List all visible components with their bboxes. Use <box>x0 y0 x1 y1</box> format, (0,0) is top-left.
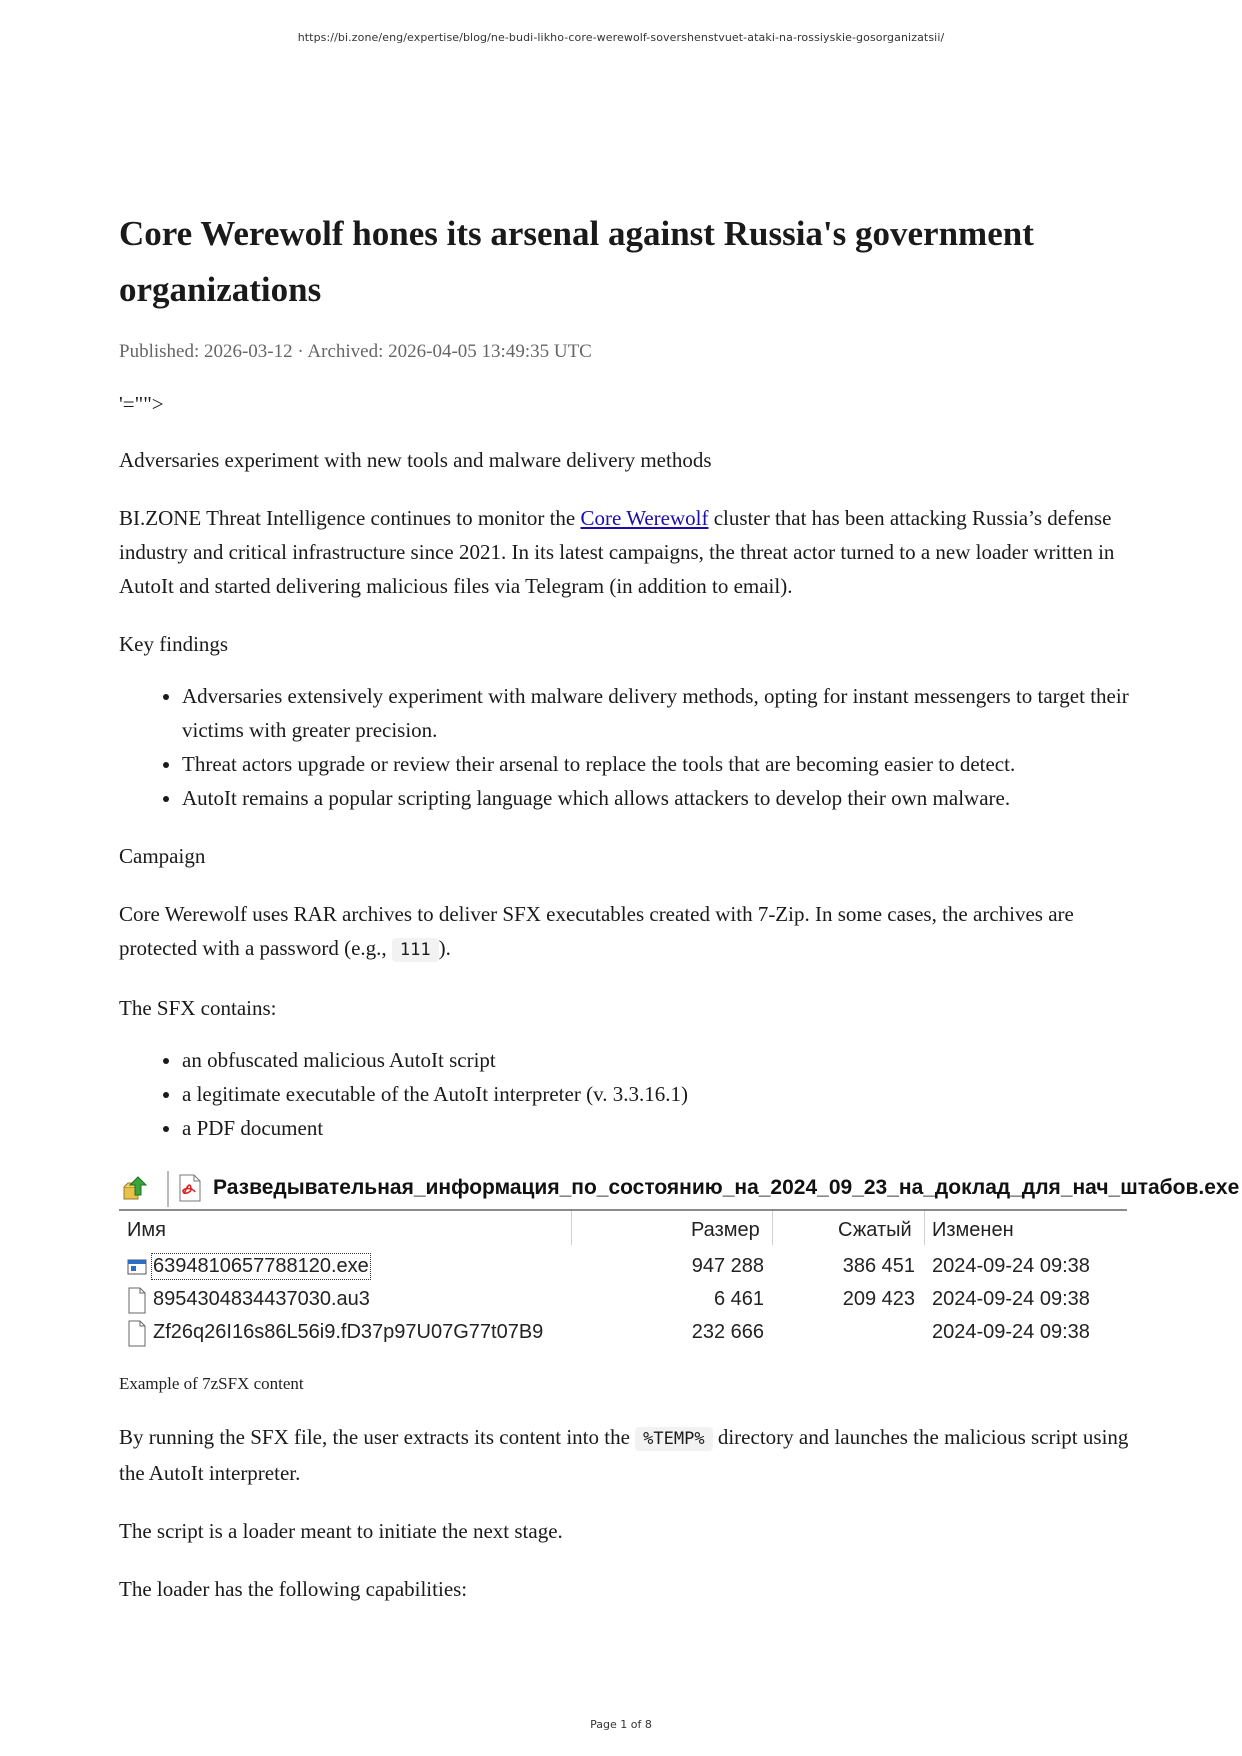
sfx-contains-heading: The SFX contains: <box>119 996 277 1020</box>
list-item: • AutoIt remains a popular scripting language which allows attackers to develop their own malware. <box>182 781 1129 815</box>
article-subtitle: Adversaries experiment with new tools and malware delivery methods <box>119 448 712 472</box>
campaign-text-after: ). <box>438 936 451 960</box>
exe-icon <box>127 1254 147 1281</box>
sfx-contents-list <box>119 1043 1129 1145</box>
file-size: 6 461 <box>713 1288 764 1310</box>
list-item: • a legitimate executable of the AutoIt interpreter (v. 3.3.16.1) <box>182 1077 1129 1111</box>
list-item: • a PDF document <box>182 1111 1129 1145</box>
file-packed-size: 209 423 <box>842 1288 915 1310</box>
file-modified: 2024-09-24 09:38 <box>932 1288 1090 1310</box>
list-item: • an obfuscated malicious AutoIt script <box>182 1043 1129 1077</box>
file-size: 232 666 <box>691 1321 764 1343</box>
key-findings-list <box>119 679 1129 815</box>
file-icon <box>127 1287 147 1314</box>
column-header-name[interactable]: Имя <box>127 1219 166 1241</box>
column-divider <box>772 1211 773 1245</box>
column-header-size[interactable]: Размер <box>691 1219 760 1241</box>
core-werewolf-link[interactable]: Core Werewolf <box>580 506 709 530</box>
sfx-content-screenshot <box>119 1169 1240 1354</box>
running-paragraph <box>119 1420 1129 1490</box>
table-row[interactable] <box>119 1251 1127 1284</box>
column-divider <box>571 1211 572 1245</box>
loader-paragraph: The script is a loader meant to initiate the next stage. <box>119 1519 563 1543</box>
page-url: https://bi.zone/eng/expertise/blog/ne-budi-likho-core-werewolf-sovershenstvuet-ataki-na-rossiyskie-gosorganizatsii/ <box>297 31 945 44</box>
publish-meta: Published: 2026-03-12 · Archived: 2026-04-05 13:49:35 UTC <box>119 341 592 362</box>
article-title: Core Werewolf hones its arsenal against Russia's government organizations <box>119 214 1034 309</box>
file-name: Zf26q26I16s86L56i9.fD37p97U07G77t07B9 <box>153 1321 544 1343</box>
file-icon <box>127 1320 147 1347</box>
file-modified: 2024-09-24 09:38 <box>932 1255 1090 1277</box>
password-code: 111 <box>392 938 439 962</box>
toolbar-separator <box>167 1171 169 1207</box>
archive-path: Разведывательная_информация_по_состоянию_на_2024_09_23_на_доклад_для_нач_штабов.exe <box>213 1176 1240 1199</box>
column-header-modified[interactable]: Изменен <box>932 1219 1014 1241</box>
table-row[interactable] <box>119 1317 1127 1350</box>
column-header-row <box>119 1211 1127 1249</box>
list-item: • Threat actors upgrade or review their arsenal to replace the tools that are becoming easier to detect. <box>182 747 1129 781</box>
column-divider <box>924 1211 925 1245</box>
intro-text-before: BI.ZONE Threat Intelligence continues to monitor the <box>119 506 581 530</box>
table-row[interactable] <box>119 1284 1127 1317</box>
folder-up-icon <box>121 1173 149 1203</box>
file-modified: 2024-09-24 09:38 <box>932 1321 1090 1343</box>
intro-text-after: cluster that has been attacking Russia’s defense industry and critical infrastructure since 2021. In its latest campaigns, the threat actor turned to a new loader written in AutoIt and started delivering malicious files via Telegram (in addition to email). <box>119 506 1115 598</box>
pdf-file-icon <box>179 1174 201 1202</box>
file-packed-size: 386 451 <box>842 1255 915 1277</box>
figure-caption: Example of 7zSFX content <box>119 1374 304 1393</box>
temp-dir-code: %TEMP% <box>635 1427 712 1451</box>
running-text-before: By running the SFX file, the user extracts its content into the <box>119 1425 636 1449</box>
archive-path-bar <box>119 1169 1240 1211</box>
list-item: • Adversaries extensively experiment with malware delivery methods, opting for instant messengers to target their victims with greater precision. <box>182 679 1129 747</box>
intro-paragraph <box>119 501 1129 603</box>
campaign-heading: Campaign <box>119 844 206 868</box>
running-text-after: directory and launches the malicious script using the AutoIt interpreter. <box>119 1425 1129 1485</box>
file-name: 6394810657788120.exe <box>153 1255 369 1277</box>
campaign-paragraph <box>119 897 1129 967</box>
article <box>119 206 1240 1606</box>
file-size: 947 288 <box>691 1255 764 1277</box>
page-number: Page 1 of 8 <box>590 1718 652 1731</box>
stray-markup-text: '=""> <box>119 392 164 416</box>
campaign-text-before: Core Werewolf uses RAR archives to deliver SFX executables created with 7-Zip. In some cases, the archives are protected with a password (e.g., <box>119 902 1074 960</box>
capabilities-paragraph: The loader has the following capabilities: <box>119 1577 468 1601</box>
column-header-packed[interactable]: Сжатый <box>838 1219 912 1241</box>
key-findings-heading: Key findings <box>119 632 229 656</box>
file-name: 8954304834437030.au3 <box>153 1288 370 1310</box>
